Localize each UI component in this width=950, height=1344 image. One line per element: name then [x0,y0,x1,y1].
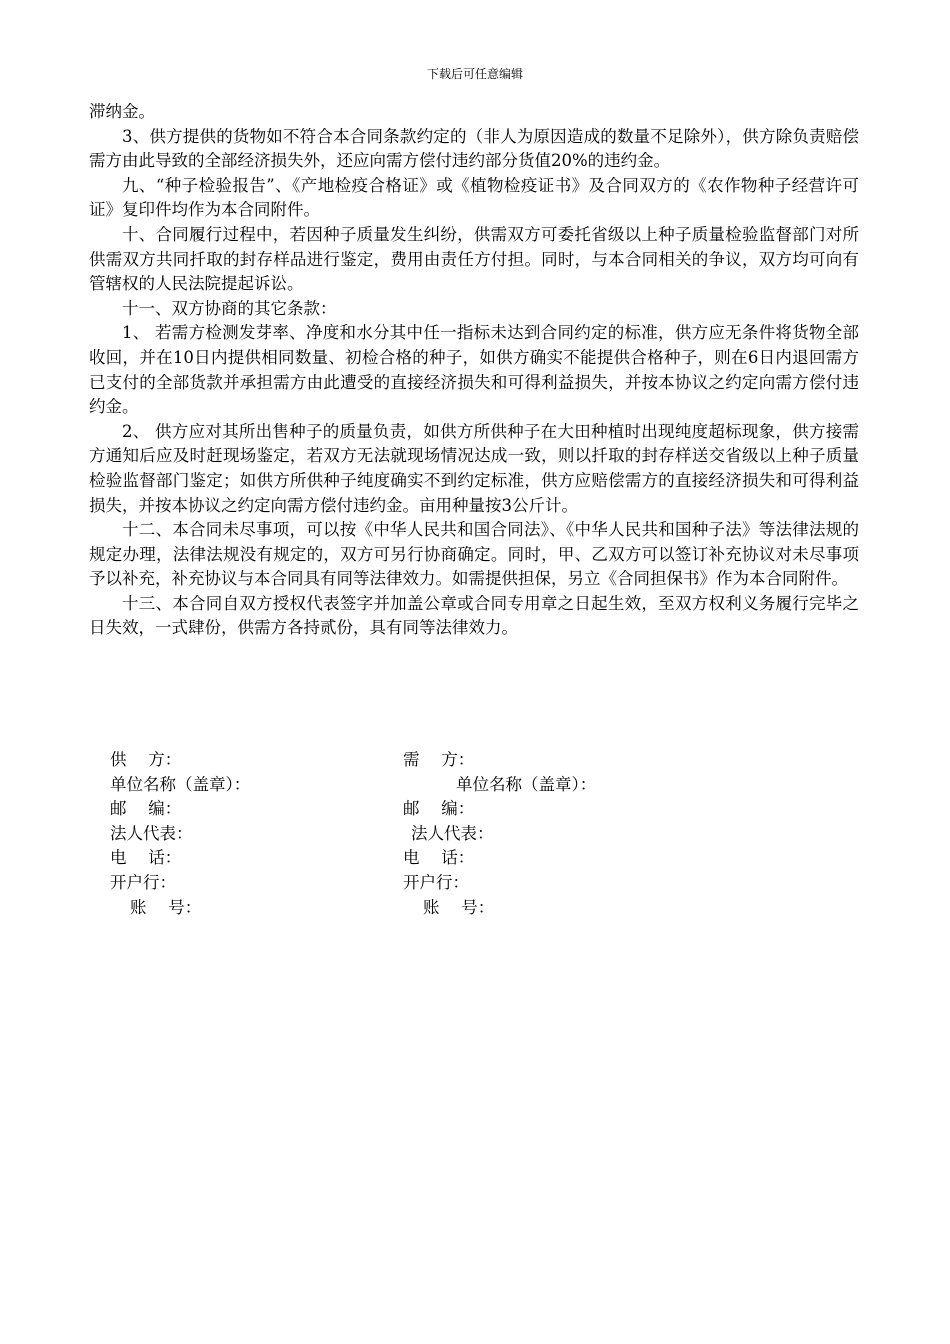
buyer-phone-label: 电 话： [403,848,475,868]
supplier-unit-name-label: 单位名称（盖章）： [110,774,251,794]
buyer-legal-rep-label: 法人代表： [411,823,494,843]
supplier-phone-label: 电 话： [110,848,182,868]
buyer-bank-label: 开户行： [403,872,469,892]
paragraph-article-11-item-2: 2、 供方应对其所出售种子的质量负责，如供方所供种子在大田种植时出现纯度超标现象，供方接需方通知后应及时赶现场鉴定，若双方无法就现场情况达成一致，则以扦取的封存样送交省级以上种子质量检验监督部门鉴定；如供方所供种子纯度确实不到约定标准，供方应赔偿需方的直接经济损失和可得利益损失，并按本协议之约定向需方偿付违约金。亩用种量按3公斤计。 [89,421,859,515]
signature-row-legal-rep [0,822,950,847]
signature-row-bank [0,871,950,896]
supplier-bank-label: 开户行： [110,872,176,892]
paragraph-article-11: 十一、双方协商的其它条款： [122,298,337,318]
paragraph-article-13: 十三、本合同自双方授权代表签字并加盖公章或合同专用章之日起生效，至双方权利义务履行完毕之日失效，一式肆份，供需方各持贰份，具有同等法律效力。 [89,593,859,638]
paragraph-article-9: 九、“种子检验报告”、《产地检疫合格证》或《植物检疫证书》及合同双方的《农作物种子经营许可证》复印件均作为本合同附件。 [89,175,859,220]
buyer-account-label: 账 号： [423,897,495,917]
supplier-account-label: 账 号： [130,897,202,917]
contract-body [89,100,859,641]
buyer-postcode-label: 邮 编： [403,799,475,819]
signature-block [0,748,950,920]
paragraph-late-fee: 滞纳金。 [89,102,155,121]
paragraph-article-12: 十二、本合同未尽事项，可以按《中华人民共和国合同法》、《中华人民共和国种子法》等法律法规的规定办理，法律法规没有规定的，双方可另行协商确定。同时，甲、乙双方可以签订补充协议对未尽事项予以补充，补充协议与本合同具有同等法律效力。如需提供担保，另立《合同担保书》作为本合同附件。 [89,520,859,589]
header-note: 下载后可任意编辑 [426,67,523,81]
paragraph-clause-3: 3、供方提供的货物如不符合本合同条款约定的（非人为原因造成的数量不足除外），供方除负责赔偿需方由此导致的全部经济损失外，还应向需方偿付违约部分货值20%的违约金。 [89,126,859,171]
supplier-postcode-label: 邮 编： [110,799,182,819]
signature-row-unit-name [0,773,950,798]
signature-row-party [0,748,950,773]
signature-row-phone [0,846,950,871]
buyer-unit-name-label: 单位名称（盖章）： [456,774,597,794]
supplier-party-label: 供 方： [110,750,182,769]
signature-row-account [0,896,950,921]
signature-row-postcode [0,797,950,822]
paragraph-article-10: 十、合同履行过程中，若因种子质量发生纠纷，供需双方可委托省级以上种子质量检验监督部门对所供需双方共同扦取的封存样品进行鉴定，费用由责任方付担。同时，与本合同相关的争议，双方均可向有管辖权的人民法院提起诉讼。 [89,224,859,294]
buyer-party-label: 需 方： [403,750,475,769]
paragraph-article-11-item-1: 1、 若需方检测发芽率、净度和水分其中任一指标未达到合同约定的标准，供方应无条件将货物全部收回，并在10日内提供相同数量、初检合格的种子，如供方确实不能提供合格种子，则在6日内退回需方已支付的全部货款并承担需方由此遭受的直接经济损失和可得利益损失，并按本协议之约定向需方偿付违约金。 [89,323,859,417]
supplier-legal-rep-label: 法人代表： [110,823,193,843]
